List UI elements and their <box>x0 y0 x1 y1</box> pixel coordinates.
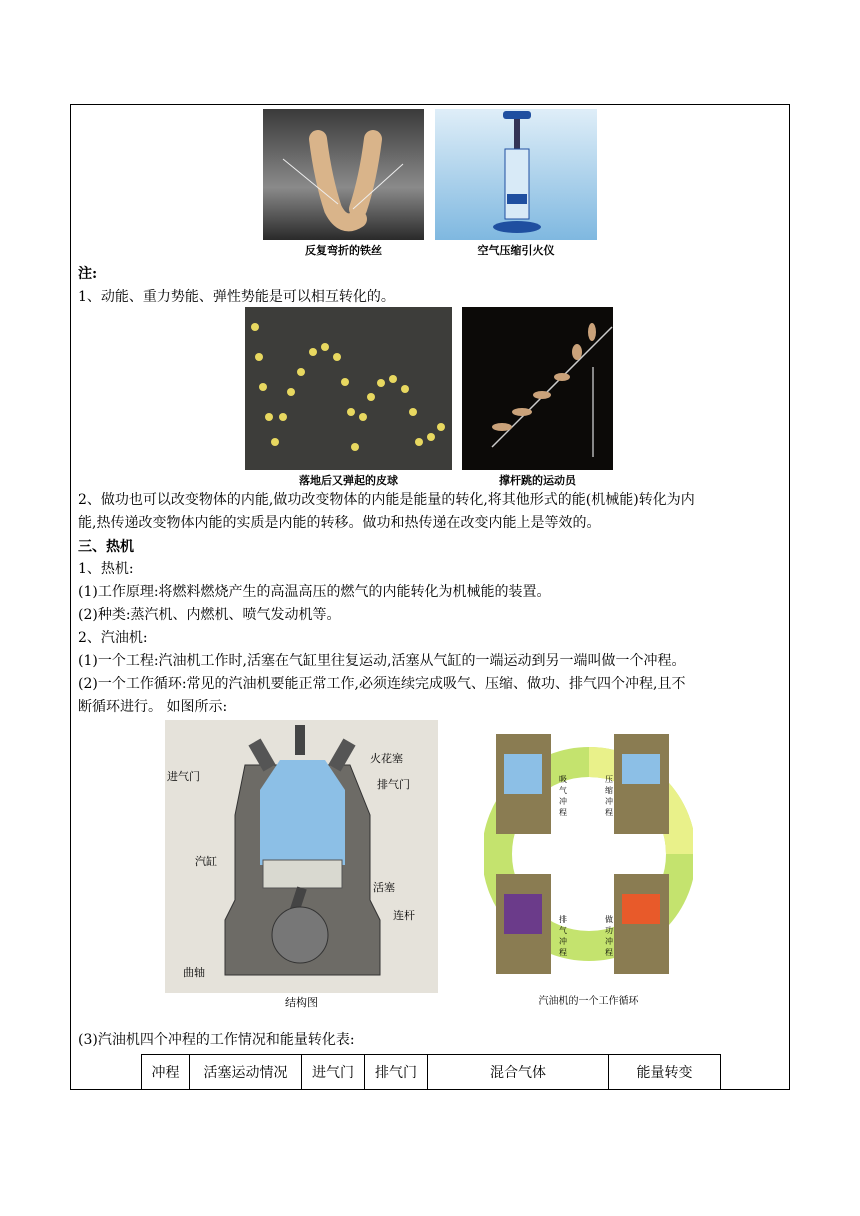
engine-types: (2)种类:蒸汽机、内燃机、喷气发动机等。 <box>78 607 341 623</box>
spark-plug-label: 火花塞 <box>370 752 403 765</box>
piston-label: 活塞 <box>373 881 395 894</box>
bouncing-ball-photo <box>245 307 452 470</box>
work-cycle-line-1: (2)一个工作循环:常见的汽油机要能正常工作,必须连续完成吸气、压缩、做功、排气四个冲程,且不 <box>78 676 686 692</box>
heat-engine-subheading: 1、热机: <box>78 561 134 577</box>
stroke-definition: (1)一个工程:汽油机工作时,活塞在气缸里往复运动,活塞从气缸的一端运动到另一端叫做一个冲程。 <box>78 653 686 669</box>
exhaust-stroke-label: 排气冲程 <box>559 915 567 957</box>
energy-table-intro: (3)汽油机四个冲程的工作情况和能量转化表: <box>78 1032 355 1048</box>
vault-caption: 撑杆跳的运动员 <box>499 474 576 487</box>
item-2-line-2: 能,热传递改变物体内能的实质是内能的转移。做功和热传递在改变内能上是等效的。 <box>78 515 601 531</box>
intake-stroke-label: 吸气冲程 <box>559 775 567 817</box>
work-cycle-diagram <box>484 714 693 992</box>
structure-caption: 结构图 <box>285 996 318 1009</box>
cylinder-label: 汽缸 <box>195 855 217 868</box>
intake-valve-label: 进气门 <box>167 770 200 783</box>
crankshaft-label: 曲轴 <box>183 966 205 979</box>
cycle-caption: 汽油机的一个工作循环 <box>538 996 639 1007</box>
note-item-1: 1、动能、重力势能、弹性势能是可以相互转化的。 <box>78 289 395 305</box>
section-3-heading: 三、热机 <box>78 539 134 555</box>
work-cycle-line-2: 断循环进行。 如图所示: <box>78 699 228 715</box>
table-header-cell: 混合气体 <box>428 1055 609 1090</box>
connecting-rod-label: 连杆 <box>393 909 415 922</box>
table-header-cell: 冲程 <box>142 1055 190 1090</box>
energy-table <box>141 1054 721 1090</box>
item-2-line-1: 2、做功也可以改变物体的内能,做功改变物体的内能是能量的转化,将其他形式的能(机械能)转化为内 <box>78 492 695 508</box>
igniter-caption: 空气压缩引火仪 <box>477 244 555 257</box>
engine-structure-diagram <box>165 720 438 993</box>
power-stroke-label: 做功冲程 <box>605 915 613 957</box>
table-header-cell: 活塞运动情况 <box>190 1055 302 1090</box>
compression-stroke-label: 压缩冲程 <box>605 775 613 817</box>
air-compression-igniter-photo <box>435 109 597 240</box>
working-principle: (1)工作原理:将燃料燃烧产生的高温高压的燃气的内能转化为机械能的装置。 <box>78 584 551 600</box>
note-heading: 注: <box>78 266 98 282</box>
table-header-cell: 排气门 <box>365 1055 428 1090</box>
gasoline-engine-subheading: 2、汽油机: <box>78 630 148 646</box>
wire-caption: 反复弯折的铁丝 <box>305 244 382 257</box>
bent-wire-photo <box>263 109 424 240</box>
table-header-cell: 能量转变 <box>609 1055 721 1090</box>
table-header-row <box>142 1055 721 1090</box>
table-header-cell: 进气门 <box>302 1055 365 1090</box>
exhaust-valve-label: 排气门 <box>377 778 410 791</box>
ball-caption: 落地后又弹起的皮球 <box>299 474 398 487</box>
pole-vault-photo <box>462 307 613 470</box>
